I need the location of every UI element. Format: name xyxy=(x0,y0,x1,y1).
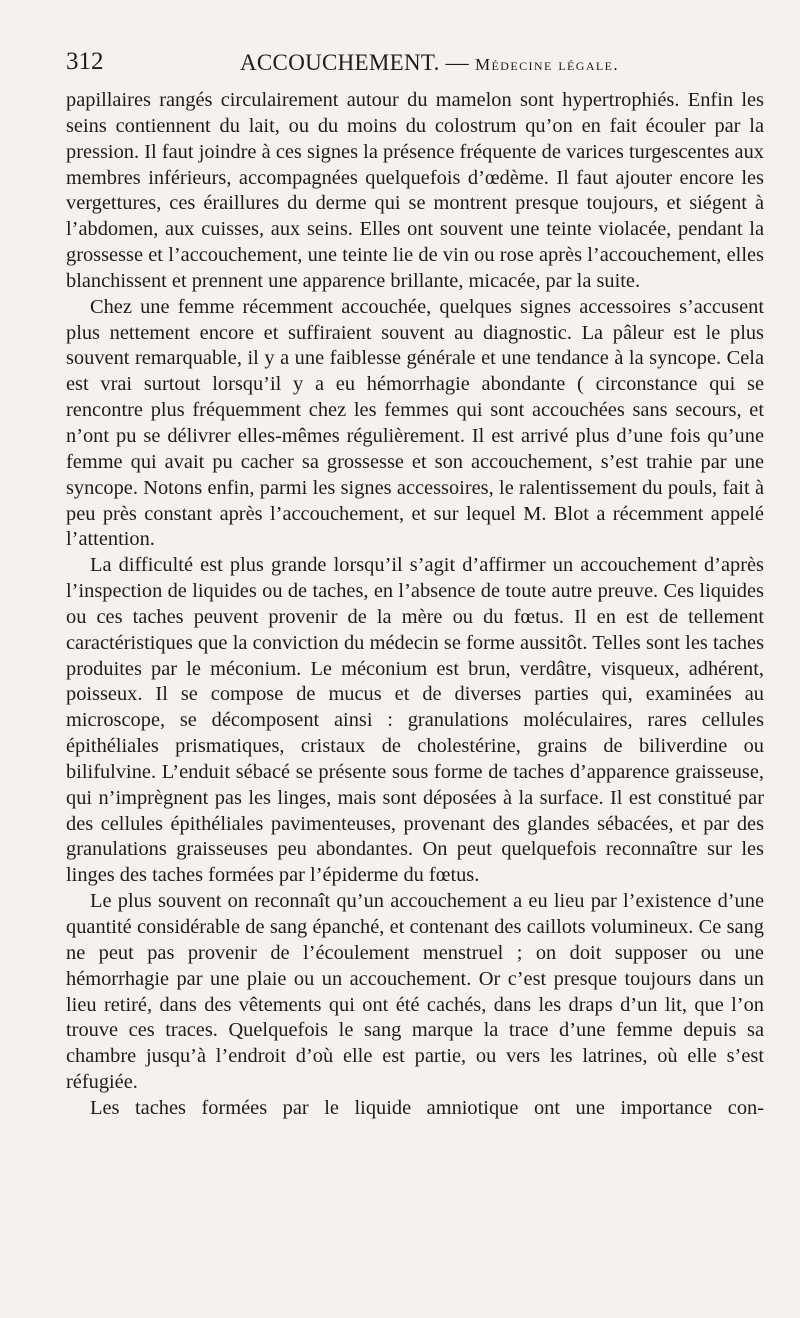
title-separator: — xyxy=(439,50,476,75)
section-subtitle: Médecine légale. xyxy=(475,55,620,74)
paragraph: La difficulté est plus grande lorsqu’il s’agit d’affirmer un accouchement d’après l’inspection de liquides ou de taches, en l’absence de toute autre preuve. Ces liquides ou ces taches peuvent provenir de la mère ou du fœtus. Il en est de tellement caractéristiques que la conviction du médecin se forme aussitôt. Telles sont les taches produites par le méconium. Le méconium est brun, verdâtre, visqueux, adhérent, poisseux. Il se compose de mucus et de diverses parties qui, examinées au microscope, se décomposent ainsi : granulations moléculaires, rares cellules épithéliales prismatiques, cristaux de cholestérine, grains de biliverdine ou bilifulvine. L’enduit sébacé se présente sous forme de taches d’apparence graisseuse, qui n’imprègnent pas les linges, mais sont déposées à la surface. Il est constitué par des cellules épithéliales pavimenteuses, provenant des glandes sébacées, et par des granulations graisseuses peu abondantes. On peut quelquefois reconnaître sur les linges des taches formées par l’épiderme du fœtus. xyxy=(66,554,764,887)
running-head xyxy=(66,48,764,88)
paragraph: Les taches formées par le liquide amniotique ont une importance con- xyxy=(90,1096,764,1119)
chapter-title: ACCOUCHEMENT. xyxy=(240,50,440,75)
paragraph: papillaires rangés circulairement autour du mamelon sont hypertrophiés. Enfin les seins contiennent du lait, ou du moins du colostrum qu’on en fait écouler par la pression. Il faut joindre à ces signes la présence fréquente de varices turgescentes aux membres inférieurs, accompagnées quelquefois d’œdème. Il faut ajouter encore les vergettures, ces éraillures du derme qui se montrent presque toujours, et siégent à l’abdomen, aux cuisses, aux seins. Elles ont souvent une teinte violacée, pendant la grossesse et l’accouchement, une teinte lie de vin ou rose après l’accouchement, elles blanchissent et prennent une apparence brillante, micacée, par la suite. xyxy=(66,89,764,292)
paragraph: Le plus souvent on reconnaît qu’un accouchement a eu lieu par l’existence d’une quantité considérable de sang épanché, et contenant des caillots volumineux. Ce sang ne peut pas provenir de l’écoulement menstruel ; on doit supposer ou une hémorrhagie par une plaie ou un accouchement. Or c’est presque toujours dans un lieu retiré, dans des vêtements qui ont été cachés, dans les draps d’un lit, que l’on trouve ces traces. Quelquefois le sang marque la trace d’une femme depuis sa chambre jusqu’à l’endroit d’où elle est partie, ou vers les latrines, où elle s’est réfugiée. xyxy=(66,890,764,1094)
body-text xyxy=(66,88,764,1122)
running-title xyxy=(240,50,619,76)
paragraph: Chez une femme récemment accouchée, quelques signes accessoires s’accusent plus nettement encore et suffiraient souvent au diagnostic. La pâleur est le plus souvent remarquable, il y a une faiblesse générale et une tendance à la syncope. Cela est vrai surtout lorsqu’il y a eu hémorrhagie abondante ( circonstance qui se rencontre plus fréquemment chez les femmes qui sont accouchées sans secours, et n’ont pu se délivrer elles-mêmes régulièrement. Il est arrivé plus d’une fois qu’une femme qui avait pu cacher sa grossesse et son accouchement, s’est trahie par une syncope. Notons enfin, parmi les signes accessoires, le ralentissement du pouls, fait à peu près constant après l’accouchement, et sur lequel M. Blot a récemment appelé l’attention. xyxy=(66,295,764,551)
page-number: 312 xyxy=(66,48,104,75)
